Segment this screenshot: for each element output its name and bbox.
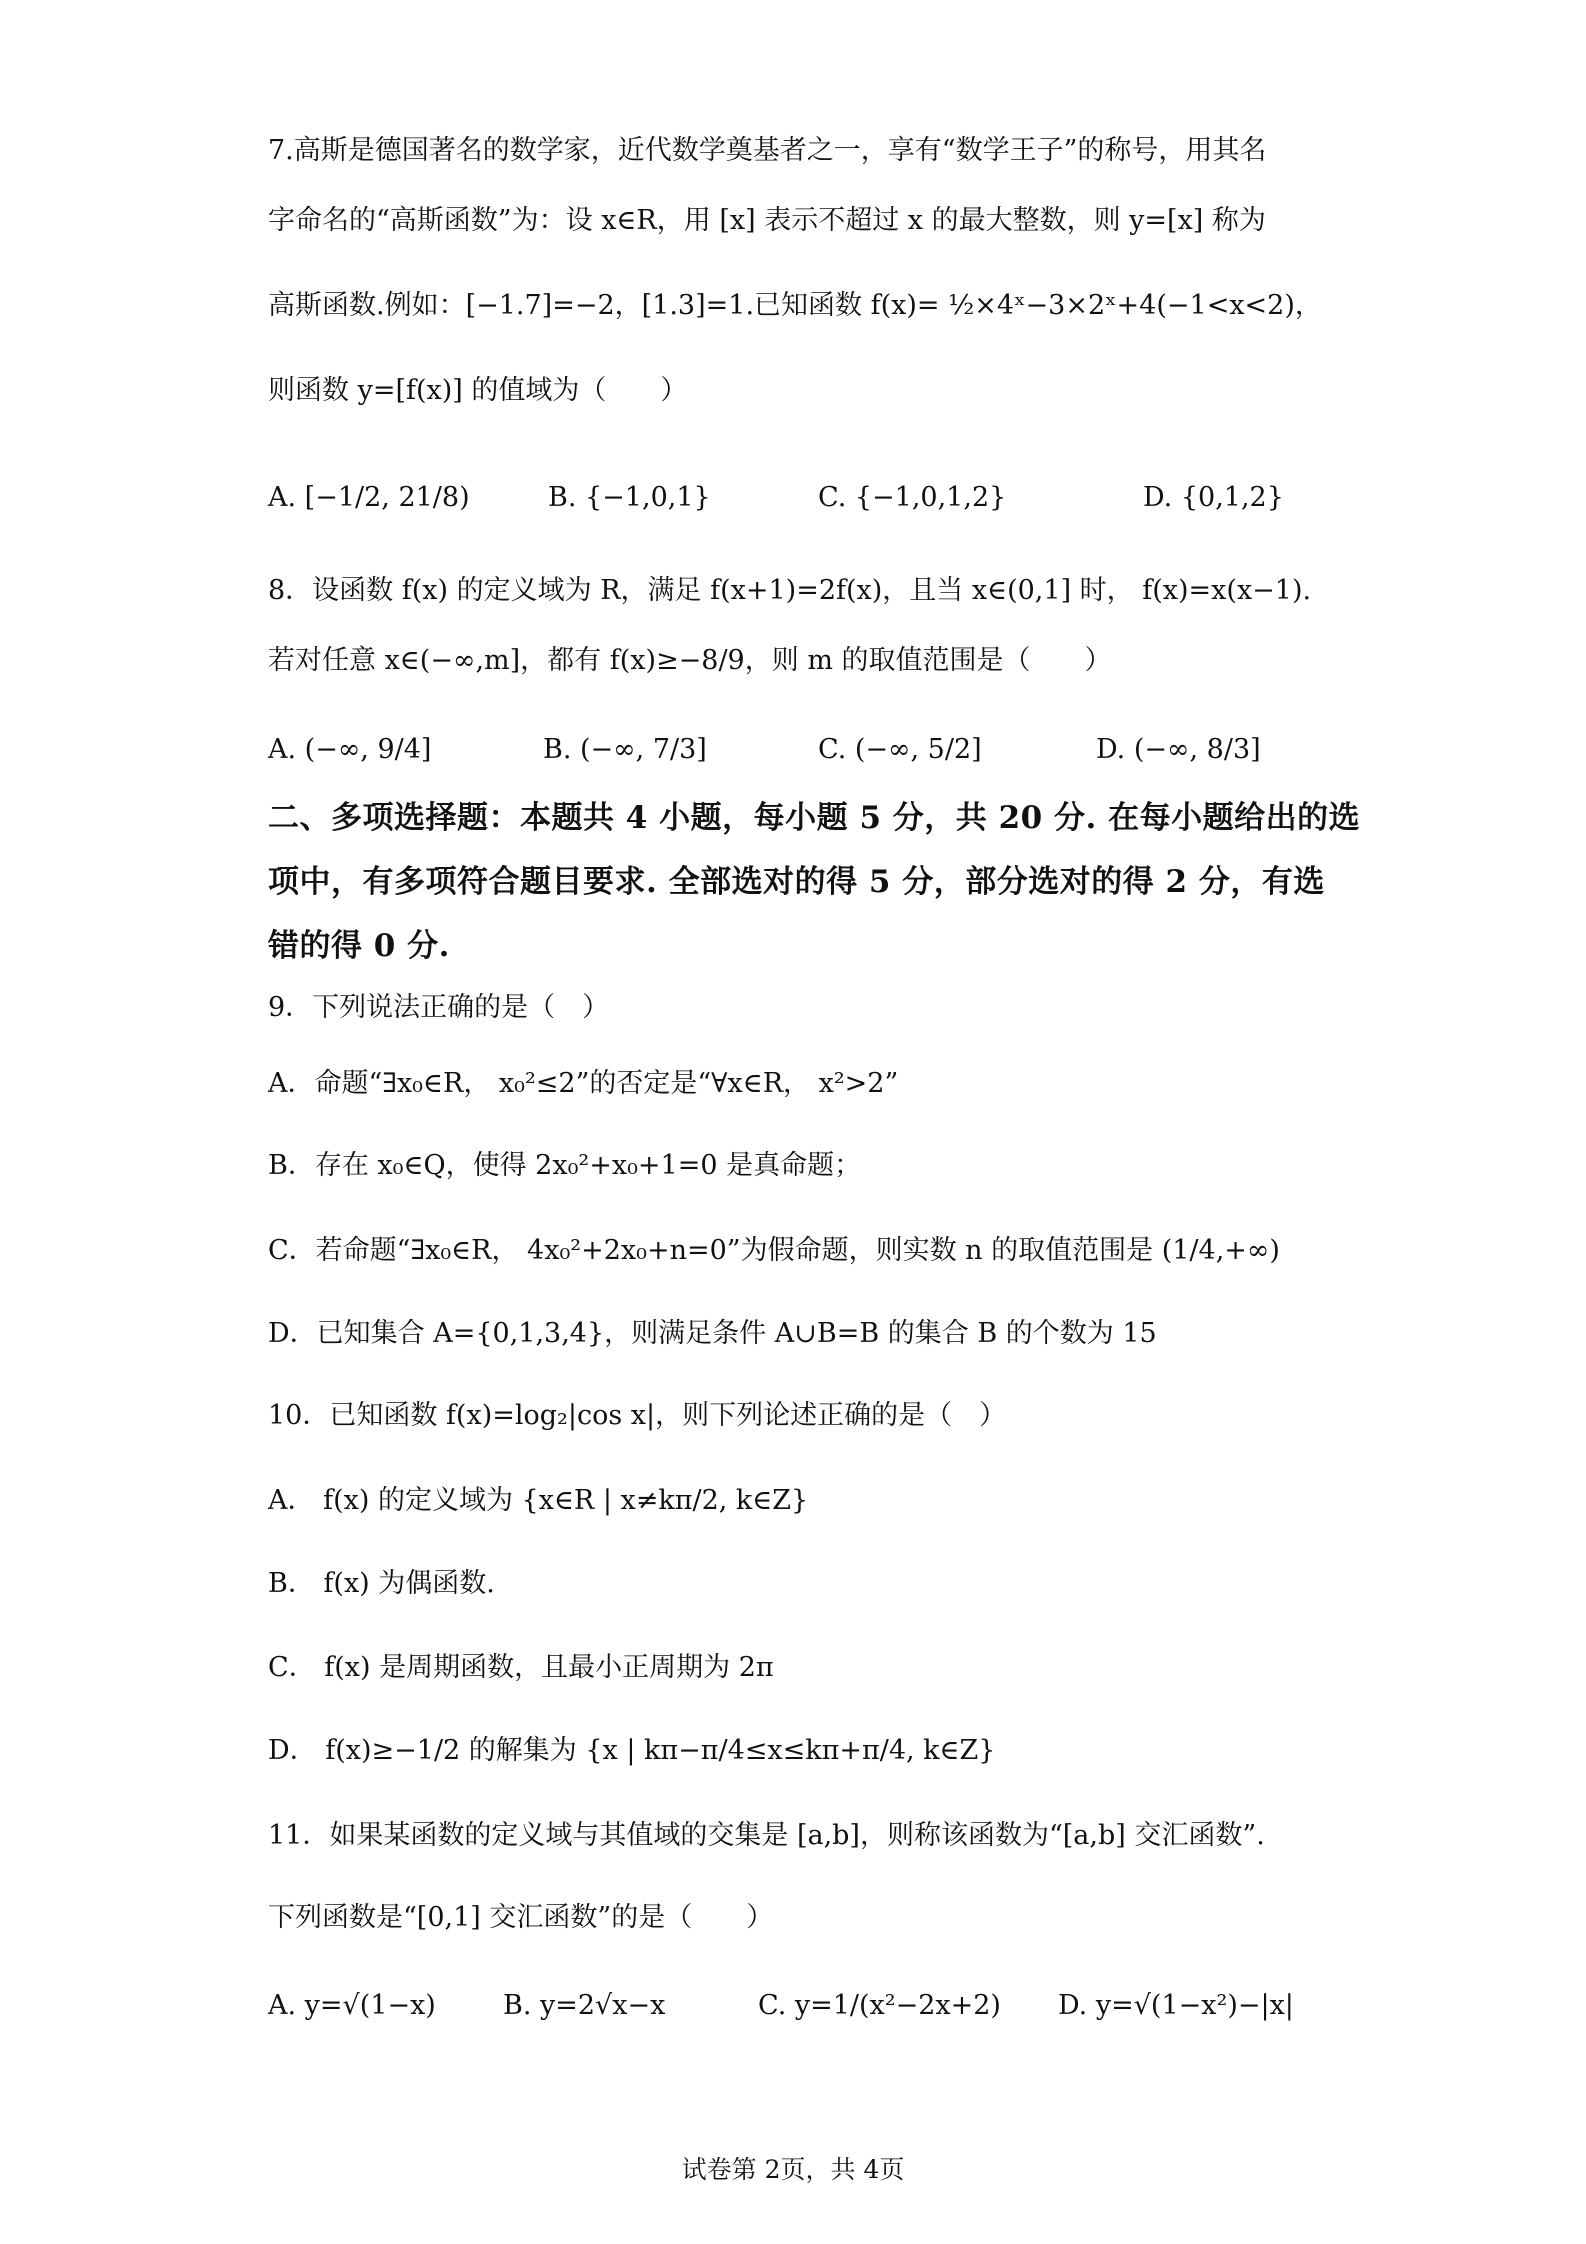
section2-line1: 二、多项选择题：本题共 4 小题，每小题 5 分，共 20 分. 在每小题给出的选 [268, 800, 1361, 836]
q9-option-b: B．存在 x₀∈Q，使得 2x₀²+x₀+1=0 是真命题； [268, 1150, 862, 1181]
q9-option-c: C．若命题“∃x₀∈R， 4x₀²+2x₀+n=0”为假命题，则实数 n 的取值范围是 (1/4,+∞) [268, 1235, 1280, 1266]
q7-line4: 则函数 y=[f(x)] 的值域为（ ） [268, 375, 688, 406]
q7-options [268, 460, 1338, 536]
q10-stem: 10．已知函数 f(x)=log₂|cos x|，则下列论述正确的是（ ） [268, 1400, 1007, 1431]
page-footer: 试卷第 2页，共 4页 [681, 2155, 905, 2184]
q11-option-a: A. y=√(1−x) [268, 1990, 436, 2021]
q8-line2: 若对任意 x∈(−∞,m]，都有 f(x)≥−8/9，则 m 的取值范围是（ ） [268, 645, 1112, 676]
section2-line2: 项中，有多项符合题目要求. 全部选对的得 5 分，部分选对的得 2 分，有选 [268, 864, 1325, 900]
q8-line1: 8．设函数 f(x) 的定义域为 R，满足 f(x+1)=2f(x)，且当 x∈(0,1] 时， f(x)=x(x−1). [268, 575, 1312, 606]
q7-line1: 7.高斯是德国著名的数学家，近代数学奠基者之一，享有“数学王子”的称号，用其名 [268, 135, 1267, 166]
q11-options [268, 1968, 1338, 2044]
q10-option-d: D． f(x)≥−1/2 的解集为 {x | kπ−π/4≤x≤kπ+π/4, k∈Z} [268, 1735, 996, 1766]
q8-option-a: A. (−∞, 9/4] [268, 734, 432, 765]
q8-options [268, 712, 1338, 788]
q7-option-a: A. [−1/2, 21/8) [268, 482, 470, 513]
q7-option-d: D. {0,1,2} [1143, 482, 1284, 513]
q9-option-d: D．已知集合 A={0,1,3,4}，则满足条件 A∪B=B 的集合 B 的个数为 15 [268, 1318, 1157, 1349]
q10-option-c: C． f(x) 是周期函数，且最小正周期为 2π [268, 1652, 774, 1683]
section2-line3: 错的得 0 分. [268, 928, 450, 964]
q11-line2: 下列函数是“[0,1] 交汇函数”的是（ ） [268, 1902, 774, 1933]
q10-option-b: B． f(x) 为偶函数. [268, 1568, 495, 1599]
q9-stem: 9．下列说法正确的是（ ） [268, 992, 610, 1023]
q10-option-a: A． f(x) 的定义域为 {x∈R | x≠kπ/2, k∈Z} [268, 1485, 809, 1516]
q11-option-b: B. y=2√x−x [503, 1990, 666, 2021]
q8-option-d: D. (−∞, 8/3] [1096, 734, 1261, 765]
q11-option-d: D. y=√(1−x²)−|x| [1058, 1990, 1294, 2021]
q11-option-c: C. y=1/(x²−2x+2) [758, 1990, 1001, 2021]
q7-line3: 高斯函数.例如：[−1.7]=−2，[1.3]=1.已知函数 f(x)= ½×4ˣ−3×2ˣ+4(−1<x<2)， [268, 290, 1322, 321]
q9-option-a: A．命题“∃x₀∈R， x₀²≤2”的否定是“∀x∈R， x²>2” [268, 1068, 899, 1099]
q8-option-c: C. (−∞, 5/2] [818, 734, 982, 765]
q7-line2: 字命名的“高斯函数”为：设 x∈R，用 [x] 表示不超过 x 的最大整数，则 y=[x] 称为 [268, 205, 1266, 236]
q7-option-c: C. {−1,0,1,2} [818, 482, 1007, 513]
q8-option-b: B. (−∞, 7/3] [543, 734, 707, 765]
q11-line1: 11．如果某函数的定义域与其值域的交集是 [a,b]，则称该函数为“[a,b] 交汇函数”. [268, 1820, 1265, 1851]
q7-option-b: B. {−1,0,1} [548, 482, 711, 513]
